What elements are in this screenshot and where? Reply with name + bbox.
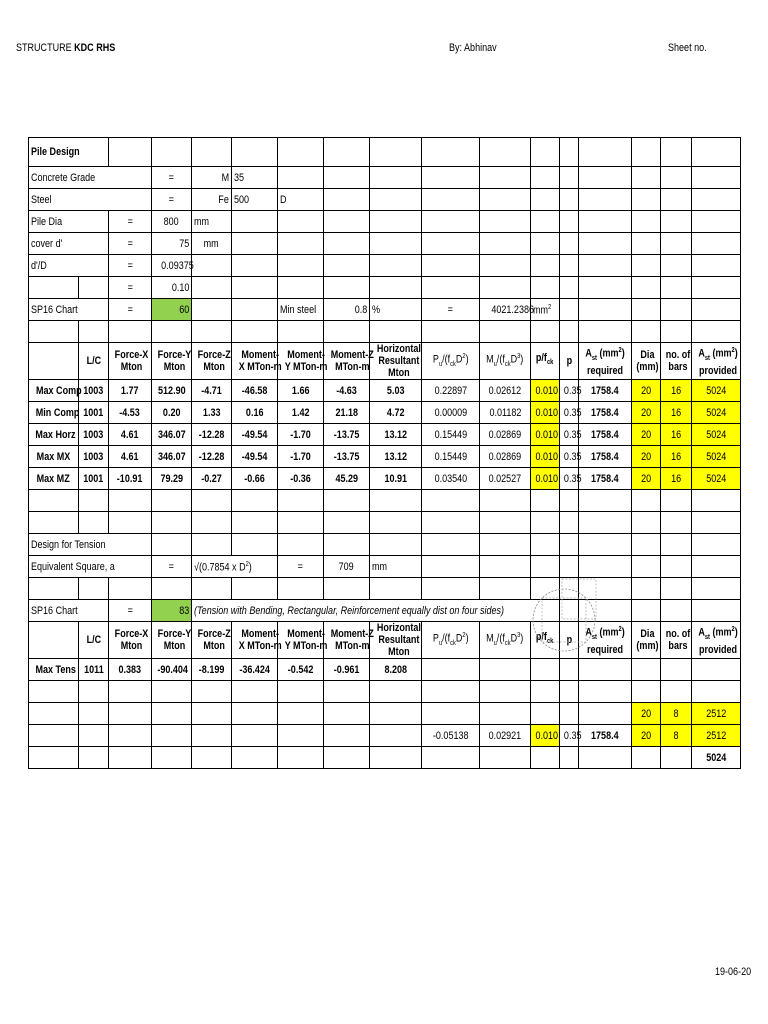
page-title: Pile Design bbox=[29, 138, 109, 167]
tension-section-row bbox=[29, 534, 741, 556]
spacer-row bbox=[29, 321, 741, 343]
pile-dia-label: Pile Dia bbox=[29, 211, 109, 233]
load-case-name: Max Comp bbox=[36, 384, 82, 397]
col-header-moment-z: Moment-Z MTon-m bbox=[324, 343, 370, 380]
col-header-force-x: Force-X Mton bbox=[109, 343, 152, 380]
col-header-pu: $P_u/(f_{ck}D^2)$ bbox=[422, 343, 480, 380]
tension-section-title: Design for Tension bbox=[29, 534, 152, 556]
pile-design-sheet bbox=[28, 137, 741, 769]
structure-header bbox=[16, 42, 115, 54]
col-header-p: p bbox=[560, 343, 579, 380]
cover-value[interactable]: 75 bbox=[152, 233, 192, 255]
col-header-moment-x: Moment- X MTon-m bbox=[232, 343, 278, 380]
concrete-prefix: M bbox=[192, 167, 232, 189]
pile-dia-value[interactable]: 800 bbox=[152, 211, 192, 233]
total-provided: 5024 bbox=[692, 747, 741, 769]
tension-sp16-value[interactable]: 83 bbox=[152, 600, 192, 622]
dd-ratio-label: d'/D bbox=[29, 255, 109, 277]
col-header-ast-required: $A_{st}$ $(mm^2)$ required bbox=[579, 343, 632, 380]
tension-sp16-row: SP16 Chart = 83 (Tension with Bending, Rectangular, Reinforcement equally dist on four sides) bbox=[29, 600, 741, 622]
equivalent-square-row: Equivalent Square, a = √(0.7854 x $D^2$) = 709 mm bbox=[29, 556, 741, 578]
col-header-force-y: Force-Y Mton bbox=[152, 343, 192, 380]
pile-dia-row: Pile Dia = 800 mm bbox=[29, 211, 741, 233]
concrete-grade-row: Concrete Grade = M 35 bbox=[29, 167, 741, 189]
col-header-dia: Dia (mm) bbox=[632, 343, 661, 380]
tension-sp16-label: SP16 Chart bbox=[29, 600, 109, 622]
min-steel-area-unit: $mm^2$ bbox=[531, 299, 560, 321]
equivalent-square-value: 709 bbox=[324, 556, 370, 578]
pile-dia-unit: mm bbox=[192, 211, 232, 233]
table-row: Max MX 1003 4.61 346.07 -12.28 -49.54 -1.70 -13.75 13.12 0.15449 0.02869 0.010 0.35 1758.4 20 16 5024 bbox=[29, 446, 741, 468]
equivalent-square-formula: √(0.7854 x $D^2$) bbox=[192, 556, 278, 578]
cover-unit: mm bbox=[192, 233, 232, 255]
col-header-force-z: Force-Z Mton bbox=[192, 343, 232, 380]
col-header-lc: L/C bbox=[79, 343, 109, 380]
steel-prefix: Fe bbox=[192, 189, 232, 211]
equivalent-square-unit: mm bbox=[370, 556, 422, 578]
tension-sp16-note: (Tension with Bending, Rectangular, Reinforcement equally dist on four sides) bbox=[192, 600, 560, 622]
min-steel-unit: % bbox=[370, 299, 422, 321]
footer-date: 19-06-20 bbox=[715, 966, 752, 978]
table-row: Max Horz 1003 4.61 346.07 -12.28 -49.54 -1.70 -13.75 13.12 0.15449 0.02869 0.010 0.35 1758.4 20 16 5024 bbox=[29, 424, 741, 446]
min-steel-value: 0.8 bbox=[324, 299, 370, 321]
tension-table-row: Max Tens 1011 0.383 -90.404 -8.199 -36.424 -0.542 -0.961 8.208 bbox=[29, 659, 741, 681]
table-row: Max MZ 1001 -10.91 79.29 -0.27 -0.66 -0.36 45.29 10.91 0.03540 0.02527 0.010 0.35 1758.4 20 16 5024 bbox=[29, 468, 741, 490]
spacer-row bbox=[29, 512, 741, 534]
tension-bars-row: 20 8 2512 bbox=[29, 703, 741, 725]
col-header-ast-provided: $A_{st}$ $(mm^2)$ provided bbox=[692, 343, 741, 380]
steel-label: Steel bbox=[29, 189, 152, 211]
concrete-grade-value[interactable]: 35 bbox=[232, 167, 278, 189]
dd-rounded-value: 0.10 bbox=[152, 277, 192, 299]
concrete-grade-label: Concrete Grade bbox=[29, 167, 152, 189]
equivalent-square-label: Equivalent Square, a bbox=[29, 556, 152, 578]
col-header-moment-y: Moment- Y MTon-m bbox=[278, 343, 324, 380]
min-steel-label: Min steel bbox=[278, 299, 324, 321]
spacer-row bbox=[29, 490, 741, 512]
title-row bbox=[29, 138, 741, 167]
tension-calc-row: -0.05138 0.02921 0.010 0.35 1758.4 20 8 2512 bbox=[29, 725, 741, 747]
tension-column-header-row: L/C Force-X Mton Force-Y Mton Force-Z Mton Moment- X MTon-m Moment- Y MTon-m Moment-Z MTon-m Horizontal Resultant Mton $P_u/(f_{ck}D^2)$ $M_u/(f_{ck}D^3)$ $p/f_{ck}$ p $A_{st}$ $(mm^2)$ required Dia (mm) no. of bars $A_{st}$ $(mm^2)$ provided bbox=[29, 622, 741, 659]
sp16-chart-value[interactable]: 60 bbox=[152, 299, 192, 321]
spacer-row bbox=[29, 578, 741, 600]
structure-label: STRUCTURE bbox=[16, 42, 72, 54]
col-header-pfck: $p/f_{ck}$ bbox=[531, 343, 560, 380]
spacer-row bbox=[29, 681, 741, 703]
sheet-number-label: Sheet no. bbox=[668, 42, 707, 54]
col-header-no-of-bars: no. of bars bbox=[661, 343, 692, 380]
column-header-row bbox=[29, 343, 741, 380]
steel-row: Steel = Fe 500 D bbox=[29, 189, 741, 211]
structure-name: KDC RHS bbox=[74, 42, 116, 54]
total-row bbox=[29, 747, 741, 769]
col-header-mu: $M_u/(f_{ck}D^3)$ bbox=[480, 343, 531, 380]
cover-row: cover d' = 75 mm bbox=[29, 233, 741, 255]
dd-rounded-row: = 0.10 bbox=[29, 277, 741, 299]
cover-label: cover d' bbox=[29, 233, 109, 255]
table-row: Min Comp 1001 -4.53 0.20 1.33 0.16 1.42 21.18 4.72 0.00009 0.01182 0.010 0.35 1758.4 20 16 5024 bbox=[29, 402, 741, 424]
table-row: Max Comp 1003 1.77 512.90 -4.71 -46.58 1.66 -4.63 5.03 0.22897 0.02612 0.010 0.35 1758.4 20 16 5024 bbox=[29, 380, 741, 402]
dd-ratio-row: d'/D = 0.09375 bbox=[29, 255, 741, 277]
steel-grade-value[interactable]: 500 bbox=[232, 189, 278, 211]
sp16-chart-row: SP16 Chart = 60 Min steel 0.8 % = 4021.2386 $mm^2$ bbox=[29, 299, 741, 321]
author-label: By: Abhinav bbox=[449, 42, 497, 54]
steel-suffix: D bbox=[278, 189, 324, 211]
sp16-chart-label: SP16 Chart bbox=[29, 299, 109, 321]
dd-ratio-value: 0.09375 bbox=[152, 255, 192, 277]
min-steel-area: 4021.2386 bbox=[480, 299, 531, 321]
col-header-horizontal-resultant: Horizontal Resultant Mton bbox=[370, 343, 422, 380]
